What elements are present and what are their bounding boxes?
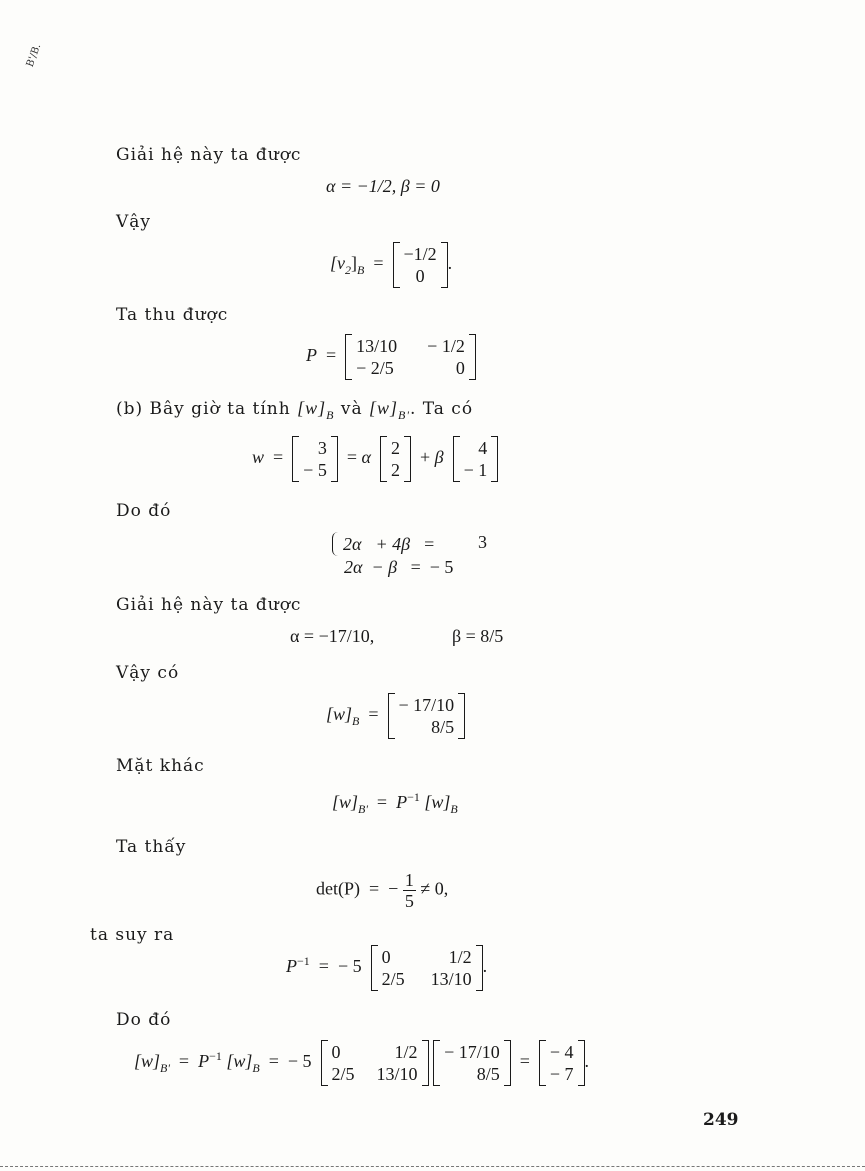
eq-alpha-beta-1: α = −1/2, β = 0 [326, 176, 440, 196]
matrix-cell: − 7 [549, 1064, 574, 1084]
matrix-cell: − 4 [549, 1042, 574, 1062]
eq-wBprime-relation: $[w]_{B'} = P^{-1}$ $[w]_B$ [332, 790, 458, 816]
matrix-cell: − 5 [303, 460, 327, 480]
matrix-P-inverse-factor [371, 945, 483, 991]
eq-v2-coordinates: $[v_2]_B$ = −1/2 0 . [330, 244, 453, 286]
fraction-one-fifth: $\frac{1}{5}$ [404, 870, 414, 911]
eq-wB: $[w]_B$ = − 17/10 8/5 [326, 693, 465, 739]
eq-alpha-2: α = −17/10, [290, 626, 375, 646]
matrix-cell: 0 [455, 358, 465, 378]
scan-mark: B'/B. [24, 42, 44, 69]
matrix-cell: 13/10 [356, 336, 398, 356]
text-ta-thay: Ta thấy [116, 837, 187, 857]
matrix-cell: −1/2 [403, 244, 437, 264]
eq-beta-2: β = 8/5 [452, 626, 504, 646]
matrix-cell: − 1/2 [427, 336, 465, 356]
matrix-w [292, 436, 338, 482]
matrix-cell: 4 [478, 438, 488, 458]
matrix-cell: 2/5 [331, 1064, 355, 1084]
matrix-final-wB [433, 1040, 511, 1086]
matrix-cell: 8/5 [431, 717, 455, 737]
matrix-P [345, 334, 476, 380]
text-vay-1: Vậy [116, 212, 152, 232]
matrix-cell: 1/2 [448, 947, 472, 967]
matrix-cell: 0 [415, 266, 425, 286]
matrix-cell: − 1 [463, 460, 488, 480]
text-do-do-1: Do đó [116, 501, 172, 521]
matrix-final-factor [321, 1040, 429, 1086]
text-ta-thu-duoc: Ta thu được [116, 305, 229, 325]
text-vay-co: Vậy có [116, 663, 180, 683]
text-solve-system-2: Giải hệ này ta được [116, 595, 302, 615]
text-ta-suy-ra: ta suy ra [90, 925, 175, 945]
text-part-b: (b) Bây giờ ta tính $[w]_B$ và $[w]_{B'}$. Ta có [116, 398, 474, 422]
eq-determinant: det(P) = − $\frac{1}{5}$ ≠ 0, [316, 870, 449, 911]
bottom-divider [0, 1166, 865, 1167]
matrix-basis-1 [380, 436, 411, 482]
text-solve-system-1: Giải hệ này ta được [116, 145, 302, 165]
matrix-cell: 3 [317, 438, 327, 458]
matrix-final-result [539, 1040, 585, 1086]
eq-matrix-P: P = 13/10 − 1/2 − 2/5 0 [306, 334, 476, 380]
matrix-cell: 13/10 [430, 969, 472, 989]
matrix-cell: 2 [390, 438, 400, 458]
page-number: 249 [703, 1110, 739, 1130]
eq-final-result: $[w]_{B'} = P^{-1}$ $[w]_B$ = − 5 0 1/2 2/5 13/10 − 17/10 8/5 = − 4 − 7 . [134, 1042, 590, 1084]
matrix-cell: 13/10 [376, 1064, 418, 1084]
matrix-cell: 8/5 [476, 1064, 500, 1084]
matrix-cell: 0 [331, 1042, 341, 1062]
matrix-cell: 2/5 [381, 969, 405, 989]
matrix-wB [388, 693, 466, 739]
matrix-cell: − 2/5 [356, 358, 394, 378]
matrix-cell: 0 [381, 947, 391, 967]
eq-P-inverse: $P^{-1}$ = − 5 0 1/2 2/5 13/10 . [286, 947, 488, 989]
matrix-v2 [393, 242, 448, 288]
eq-linear-system: 2α + 4β = 3 2α − β = − 5 [332, 532, 434, 561]
matrix-cell: 1/2 [394, 1042, 418, 1062]
matrix-basis-2 [453, 436, 499, 482]
text-do-do-2: Do đó [116, 1010, 172, 1030]
text-mat-khac: Mặt khác [116, 756, 205, 776]
matrix-cell: − 17/10 [398, 695, 455, 715]
matrix-cell: 2 [390, 460, 400, 480]
matrix-cell: − 17/10 [444, 1042, 500, 1062]
eq-w-decomposition: w = 3 − 5 = α 2 2 + β 4 − 1 [252, 436, 498, 482]
